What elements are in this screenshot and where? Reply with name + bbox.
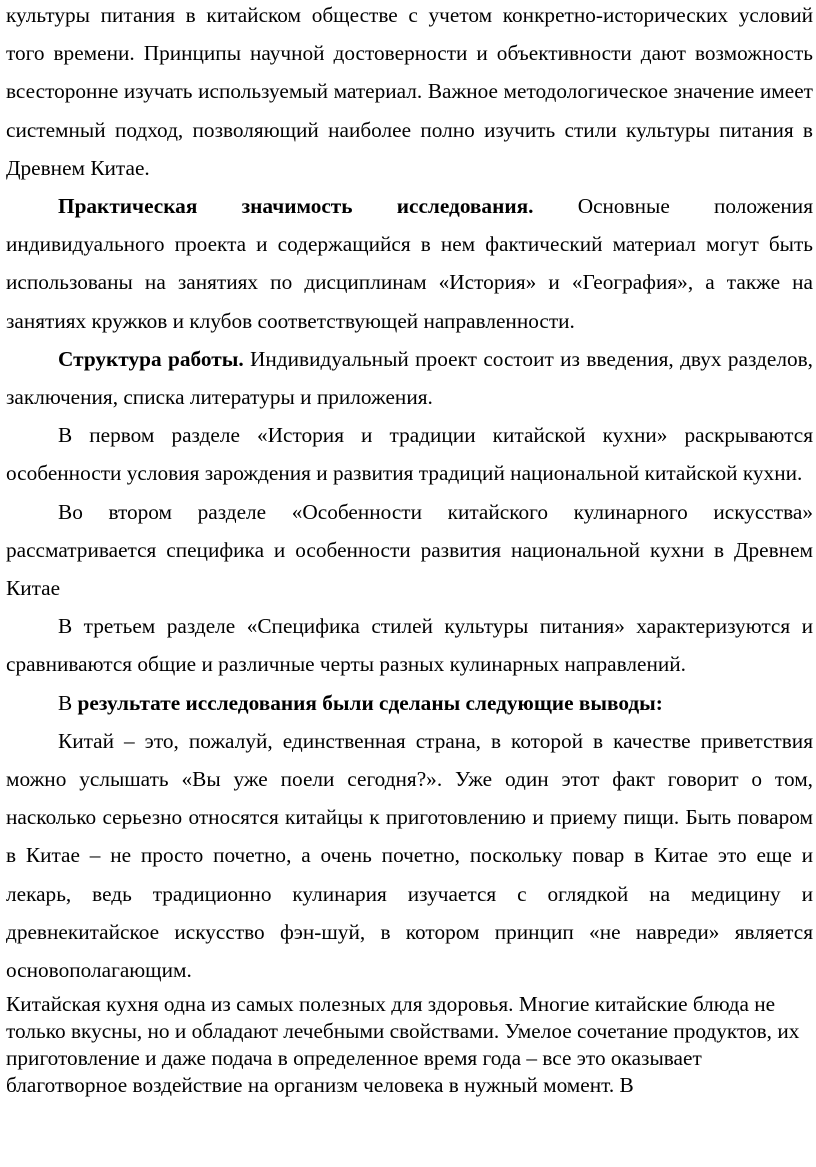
- paragraph-section-1: В первом разделе «История и традиции китайской кухни» раскрываются особенности условия зарождения и развития традиций национальной китайской кухни.: [6, 423, 813, 486]
- practical-significance-heading: Практическая значимость исследования.: [58, 194, 534, 219]
- practical-significance-text: Основные положения индивидуального проекта и содержащийся в нем фактический материал могут быть использованы на занятиях по дисциплинам «История» и «География», а также на занятиях кружков и клубов соответствующей направленности.: [6, 194, 814, 333]
- paragraph-structure: [6, 340, 813, 416]
- paragraph-practical-significance: [6, 187, 813, 340]
- structure-text: Индивидуальный проект состоит из введения, двух разделов, заключения, списка литературы и приложения.: [6, 346, 814, 410]
- paragraph-section-2: Во втором разделе «Особенности китайского кулинарного искусства» рассматривается специфика и особенности развития национальной кухни в Древнем Китае: [6, 499, 813, 601]
- paragraph-section-3: В третьем разделе «Специфика стилей культуры питания» характеризуются и сравниваются общие и различные черты разных кулинарных направлений.: [6, 614, 813, 677]
- paragraph-intro: культуры питания в китайском обществе с учетом конкретно-исторических условий того времени. Принципы научной достоверности и объективности дают возможность всесторонне изучать используемый материал. Важное методологическое значение имеет системный подход, позволяющий наиболее полно изучить стили культуры питания в Древнем Китае.: [6, 3, 813, 180]
- paragraph-chinese-cuisine: Китайская кухня одна из самых полезных для здоровья. Многие китайские блюда не только вкусны, но и обладают лечебными свойствами. Умелое сочетание продуктов, их приготовление и даже подача в определенное время года – все это оказывает благотворное воздействие на организм человека в нужный момент. В: [6, 992, 800, 1098]
- structure-heading: Структура работы.: [58, 346, 244, 371]
- paragraph-results: [6, 684, 813, 722]
- paragraph-china: Китай – это, пожалуй, единственная страна, в которой в качестве приветствия можно услышать «Вы уже поели сегодня?». Уже один этот факт говорит о том, насколько серьезно относятся китайцы к приготовлению и приему пищи. Быть поваром в Китае – не просто почетно, а очень почетно, поскольку повар в Китае это еще и лекарь, ведь традиционно кулинария изучается с оглядкой на медицину и древнекитайское искусство фэн-шуй, в котором принцип «не навреди» является основополагающим.: [6, 728, 813, 983]
- results-lead: В: [58, 690, 78, 715]
- results-heading: результате исследования были сделаны следующие выводы:: [77, 690, 663, 715]
